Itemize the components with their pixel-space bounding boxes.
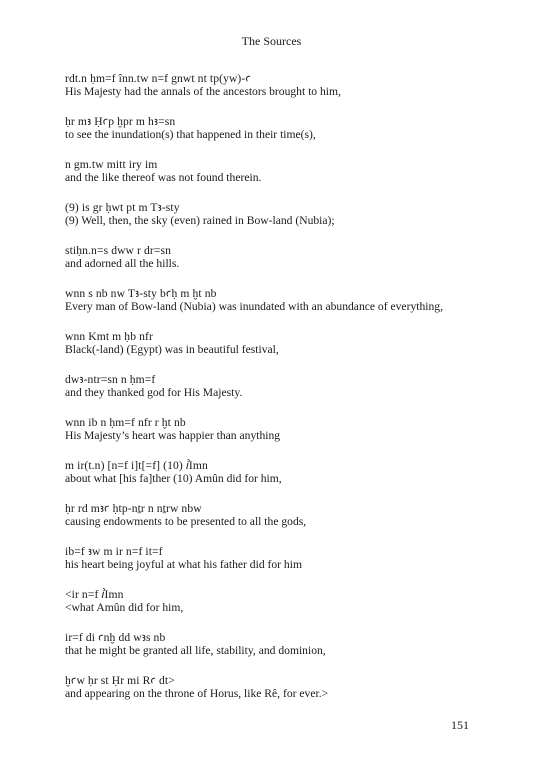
transliteration-line: m ir(t.n) [n=f i]t[=f] (10) ꞽImn (65, 459, 208, 472)
translation-line: about what [his fa]ther (10) Amûn did for him, (65, 472, 282, 485)
passage-block (65, 502, 505, 528)
transliteration-line: wnn ib n ḥm=f nfr r ḫt nb (65, 416, 186, 429)
translation-line: <what Amûn did for him, (65, 601, 184, 614)
translation-line: and appearing on the throne of Horus, like Rê, for ever.> (65, 687, 329, 700)
passage-block (65, 72, 505, 98)
passage-block (65, 115, 505, 141)
transliteration-line: dwꜣ-ntr=sn n ḥm=f (65, 373, 156, 386)
transliteration-line: ir=f di ꜥnḫ dd wꜣs nb (65, 631, 166, 644)
passage-block (65, 674, 505, 700)
translation-line: to see the inundation(s) that happened in their time(s), (65, 128, 316, 141)
page-number: 151 (451, 718, 469, 732)
passage-block (65, 330, 505, 356)
transliteration-line: <ir n=f ꞽImn (65, 588, 124, 601)
passage-block (65, 545, 505, 571)
translation-line: His Majesty’s heart was happier than anything (65, 429, 281, 442)
passage-block (65, 158, 505, 184)
translation-line: causing endowments to be presented to all the gods, (65, 515, 307, 528)
passage-block (65, 416, 505, 442)
translation-line: and adorned all the hills. (65, 257, 180, 270)
transliteration-line: n gm.tw mitt iry im (65, 158, 158, 171)
passage-block (65, 631, 505, 657)
translation-line: and they thanked god for His Majesty. (65, 386, 243, 399)
translation-line: Every man of Bow-land (Nubia) was inundated with an abundance of everything, (65, 300, 443, 313)
translation-line: Black(-land) (Egypt) was in beautiful festival, (65, 343, 279, 356)
translation-line: (9) Well, then, the sky (even) rained in Bow-land (Nubia); (65, 214, 335, 227)
transliteration-line: ḥr mꜣ Ḥꜥp ḫpr m hꜣ=sn (65, 115, 176, 128)
passage-block (65, 287, 505, 313)
passage-block (65, 588, 505, 614)
translation-line: his heart being joyful at what his father did for him (65, 558, 302, 571)
transliteration-line: wnn s nb nw Tꜣ-sty bꜥḥ m ḫt nb (65, 287, 217, 300)
passage-block (65, 373, 505, 399)
translation-line: that he might be granted all life, stability, and dominion, (65, 644, 326, 657)
text-body (65, 72, 505, 717)
passage-block (65, 201, 505, 227)
translation-line: His Majesty had the annals of the ancestors brought to him, (65, 85, 341, 98)
running-header: The Sources (241, 34, 302, 48)
translation-line: and the like thereof was not found therein. (65, 171, 262, 184)
transliteration-line: (9) is gr ḥwt pt m Tꜣ-sty (65, 201, 180, 214)
transliteration-line: ḥr rd mꜣꜥ ḥtp-nṯr n nṯrw nbw (65, 502, 202, 515)
transliteration-line: ḫꜥw ḥr st Ḥr mi Rꜥ dt> (65, 674, 175, 687)
passage-block (65, 459, 505, 485)
passage-block (65, 244, 505, 270)
transliteration-line: wnn Kmt m ḥb nfr (65, 330, 153, 343)
transliteration-line: rdt.n ḥm=f înn.tw n=f gnwt nt tp(yw)-ꜥ (65, 72, 251, 85)
transliteration-line: stiḥn.n=s dww r dr=sn (65, 244, 171, 257)
transliteration-line: ib=f ꜣw m ir n=f it=f (65, 545, 163, 558)
